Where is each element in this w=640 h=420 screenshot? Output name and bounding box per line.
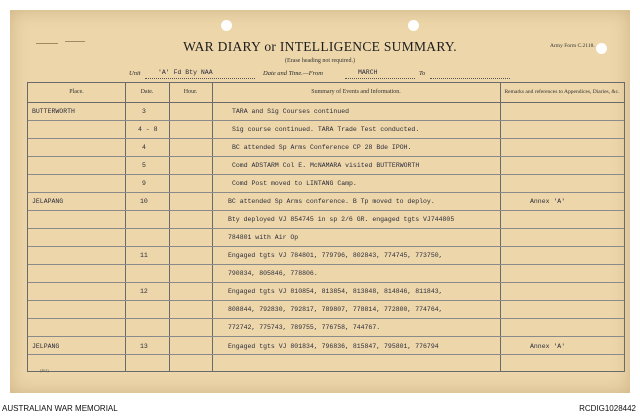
date-cell: 3 <box>142 108 146 115</box>
row-rule <box>28 336 624 337</box>
date-cell: 10 <box>140 198 148 205</box>
row-rule <box>28 300 624 301</box>
date-cell: 12 <box>140 288 148 295</box>
printer-mark: (461) <box>40 368 49 373</box>
summary-cell: 784801 with Air Op <box>228 234 299 241</box>
punch-hole-right <box>408 20 419 31</box>
date-cell: 5 <box>142 162 146 169</box>
row-rule <box>28 318 624 319</box>
date-label: Date and Time.—From <box>263 70 323 77</box>
row-rule <box>28 282 624 283</box>
header-summary: Summary of Events and Information. <box>311 88 401 95</box>
unit-value: 'A' Fd Bty NAA <box>158 69 213 76</box>
column-rule <box>169 83 170 371</box>
row-rule <box>28 192 624 193</box>
row-rule <box>28 354 624 355</box>
date-cell: 4 <box>142 144 146 151</box>
column-rule <box>212 83 213 371</box>
summary-cell: BC attended Sp Arms Conference CP 28 Bde IPOH. <box>232 144 412 151</box>
row-rule <box>28 174 624 175</box>
remarks-cell: Annex 'A' <box>530 198 566 205</box>
summary-cell: TARA and Sig Courses continued <box>232 108 350 115</box>
date-value: MARCH <box>358 69 378 76</box>
place-cell: BUTTERWORTH <box>32 108 75 115</box>
to-underline <box>430 78 510 79</box>
summary-cell: Sig course continued. TARA Trade Test conducted. <box>232 126 420 133</box>
diary-page <box>10 10 630 393</box>
date-cell: 11 <box>140 252 148 259</box>
place-cell: JELAPANG <box>32 198 64 205</box>
header-hour: Hour. <box>183 88 198 95</box>
date-cell: 9 <box>142 180 146 187</box>
header-place: Place. <box>69 88 84 95</box>
column-rule <box>125 83 126 371</box>
footer-record-id: RCDIG1028442 <box>579 404 636 413</box>
row-rule <box>28 138 624 139</box>
summary-cell: 772742, 775743, 789755, 776758, 744767. <box>228 324 381 331</box>
summary-cell: Engaged tgts VJ 801834, 796836, 815847, 795801, 776794 <box>228 343 439 350</box>
header-rule <box>28 102 624 103</box>
row-rule <box>28 246 624 247</box>
row-rule <box>28 120 624 121</box>
row-rule <box>28 210 624 211</box>
page-title: WAR DIARY or INTELLIGENCE SUMMARY. <box>183 39 457 54</box>
unit-label: Unit <box>129 70 141 77</box>
summary-cell: Comd ADSTARM Col E. McNAMARA visited BUTTERWORTH <box>232 162 420 169</box>
remarks-cell: Annex 'A' <box>530 343 566 350</box>
footer-credit: AUSTRALIAN WAR MEMORIAL <box>2 404 118 413</box>
row-rule <box>28 228 624 229</box>
column-rule <box>500 83 501 371</box>
summary-cell: BC attended Sp Arms conference. B Tp moved to deploy. <box>228 198 435 205</box>
date-underline <box>345 78 415 79</box>
page-subtitle: (Erase heading not required.) <box>285 58 355 64</box>
date-cell: 13 <box>140 343 148 350</box>
summary-cell: 808844, 792830, 792817, 789807, 778814, 772800, 774764, <box>228 306 443 313</box>
summary-cell: Engaged tgts VJ 784801, 779796, 802843, 774745, 773750, <box>228 252 443 259</box>
punch-hole-left <box>221 20 232 31</box>
place-cell: JELPANG <box>32 343 60 350</box>
to-label: To <box>419 70 426 77</box>
header-date: Date. <box>140 88 154 95</box>
row-rule <box>28 156 624 157</box>
unit-underline <box>145 78 255 79</box>
summary-cell: Comd Post moved to LINTANG Camp. <box>232 180 357 187</box>
summary-cell: Bty deployed VJ 854745 in sp 2/6 GR. engaged tgts VJ744805 <box>228 216 455 223</box>
date-cell: 4 - 8 <box>138 126 158 133</box>
summary-cell: 790834, 805846, 778806. <box>228 270 318 277</box>
header-remarks: Remarks and references to Appendices, Diaries, &c. <box>504 89 620 96</box>
army-form-number: Army Form C.2118. <box>550 43 595 49</box>
diary-table <box>27 82 625 372</box>
row-rule <box>28 264 624 265</box>
summary-cell: Engaged tgts VJ 810854, 813854, 813848, 814846, 811843, <box>228 288 443 295</box>
